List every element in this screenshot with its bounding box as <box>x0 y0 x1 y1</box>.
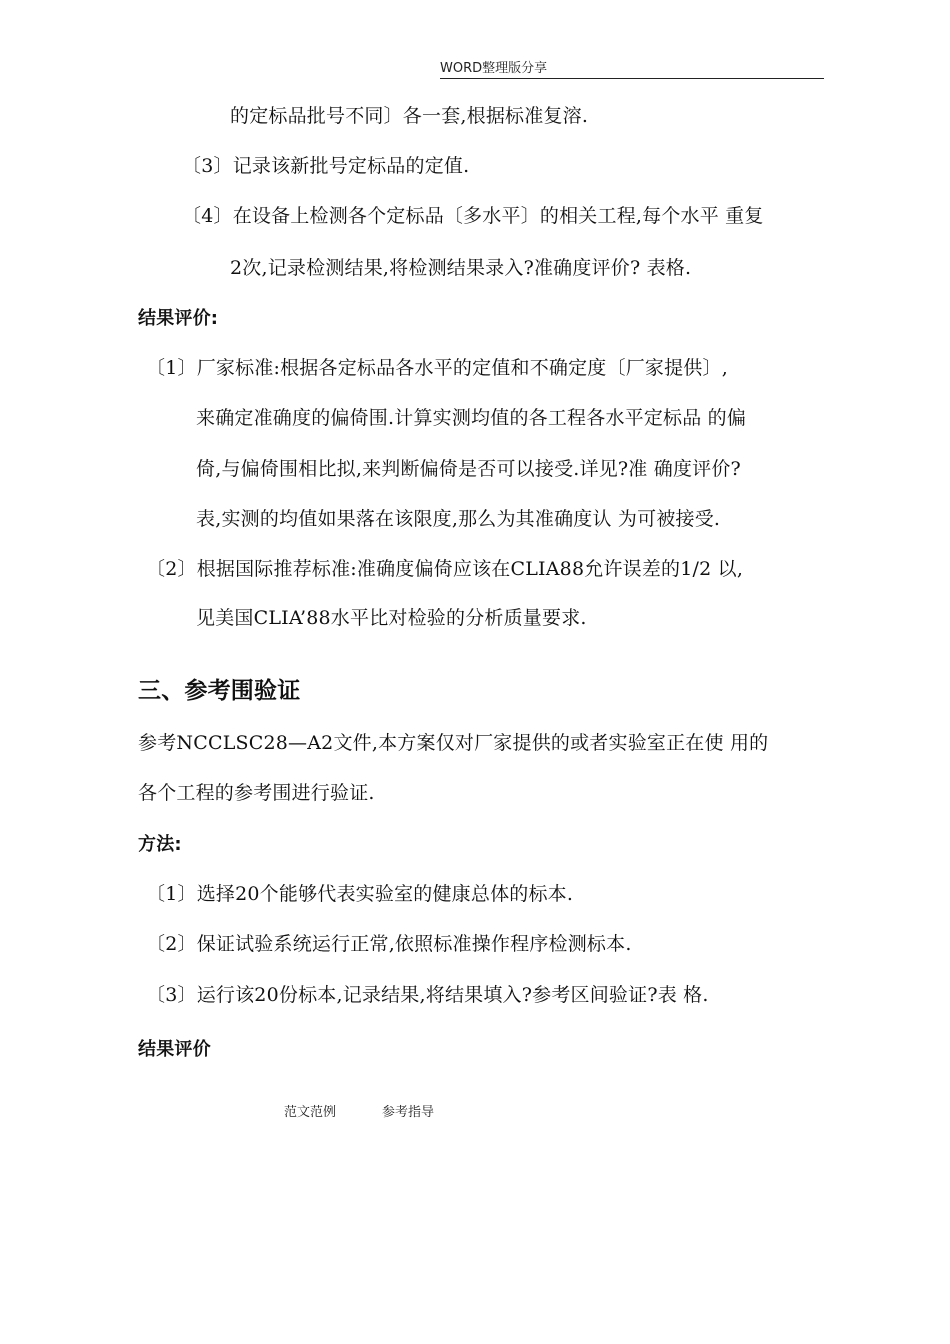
text-line: 〔1〕厂家标准:根据各定标品各水平的定值和不确定度〔厂家提供〕, <box>146 357 728 379</box>
text-line: 倚,与偏倚围相比拟,来判断偏倚是否可以接受.详见?准 确度评价? <box>196 458 741 480</box>
text-line: 参考NCCLSC28—A2文件,本方案仅对厂家提供的或者实验室正在使 用的 <box>138 732 769 754</box>
text-line: 见美国CLIA’88水平比对检验的分析质量要求. <box>196 607 587 629</box>
text-line: 〔3〕记录该新批号定标品的定值. <box>182 155 470 177</box>
text-line: 〔1〕选择20个能够代表实验室的健康总体的标本. <box>146 883 574 905</box>
text-line: 〔2〕根据国际推荐标准:准确度偏倚应该在CLIA88允许误差的1/2 以, <box>146 558 744 580</box>
text-line: 的定标品批号不同〕各一套,根据标准复溶. <box>230 105 589 127</box>
text-line: 来确定准确度的偏倚围.计算实测均值的各工程各水平定标品 的偏 <box>196 407 747 429</box>
text-line: 〔2〕保证试验系统运行正常,依照标准操作程序检测标本. <box>146 933 632 955</box>
text-line: 〔3〕运行该20份标本,记录结果,将结果填入?参考区间验证?表 格. <box>146 984 709 1006</box>
text-line: 各个工程的参考围进行验证. <box>138 782 375 804</box>
section-heading: 三、参考围验证 <box>138 678 301 704</box>
footer-right: 参考指导 <box>382 1105 435 1120</box>
section-subheading: 结果评价: <box>138 308 219 329</box>
text-line: 2次,记录检测结果,将检测结果录入?准确度评价? 表格. <box>230 257 692 279</box>
section-subheading: 方法: <box>138 834 182 855</box>
text-line: 〔4〕在设备上检测各个定标品〔多水平〕的相关工程,每个水平 重复 <box>182 205 764 227</box>
page-header: WORD整理版分享 <box>440 57 824 79</box>
text-line: 表,实测的均值如果落在该限度,那么为其准确度认 为可被接受. <box>196 508 721 530</box>
section-subheading: 结果评价 <box>138 1039 211 1060</box>
footer-left: 范文范例 <box>284 1105 337 1120</box>
